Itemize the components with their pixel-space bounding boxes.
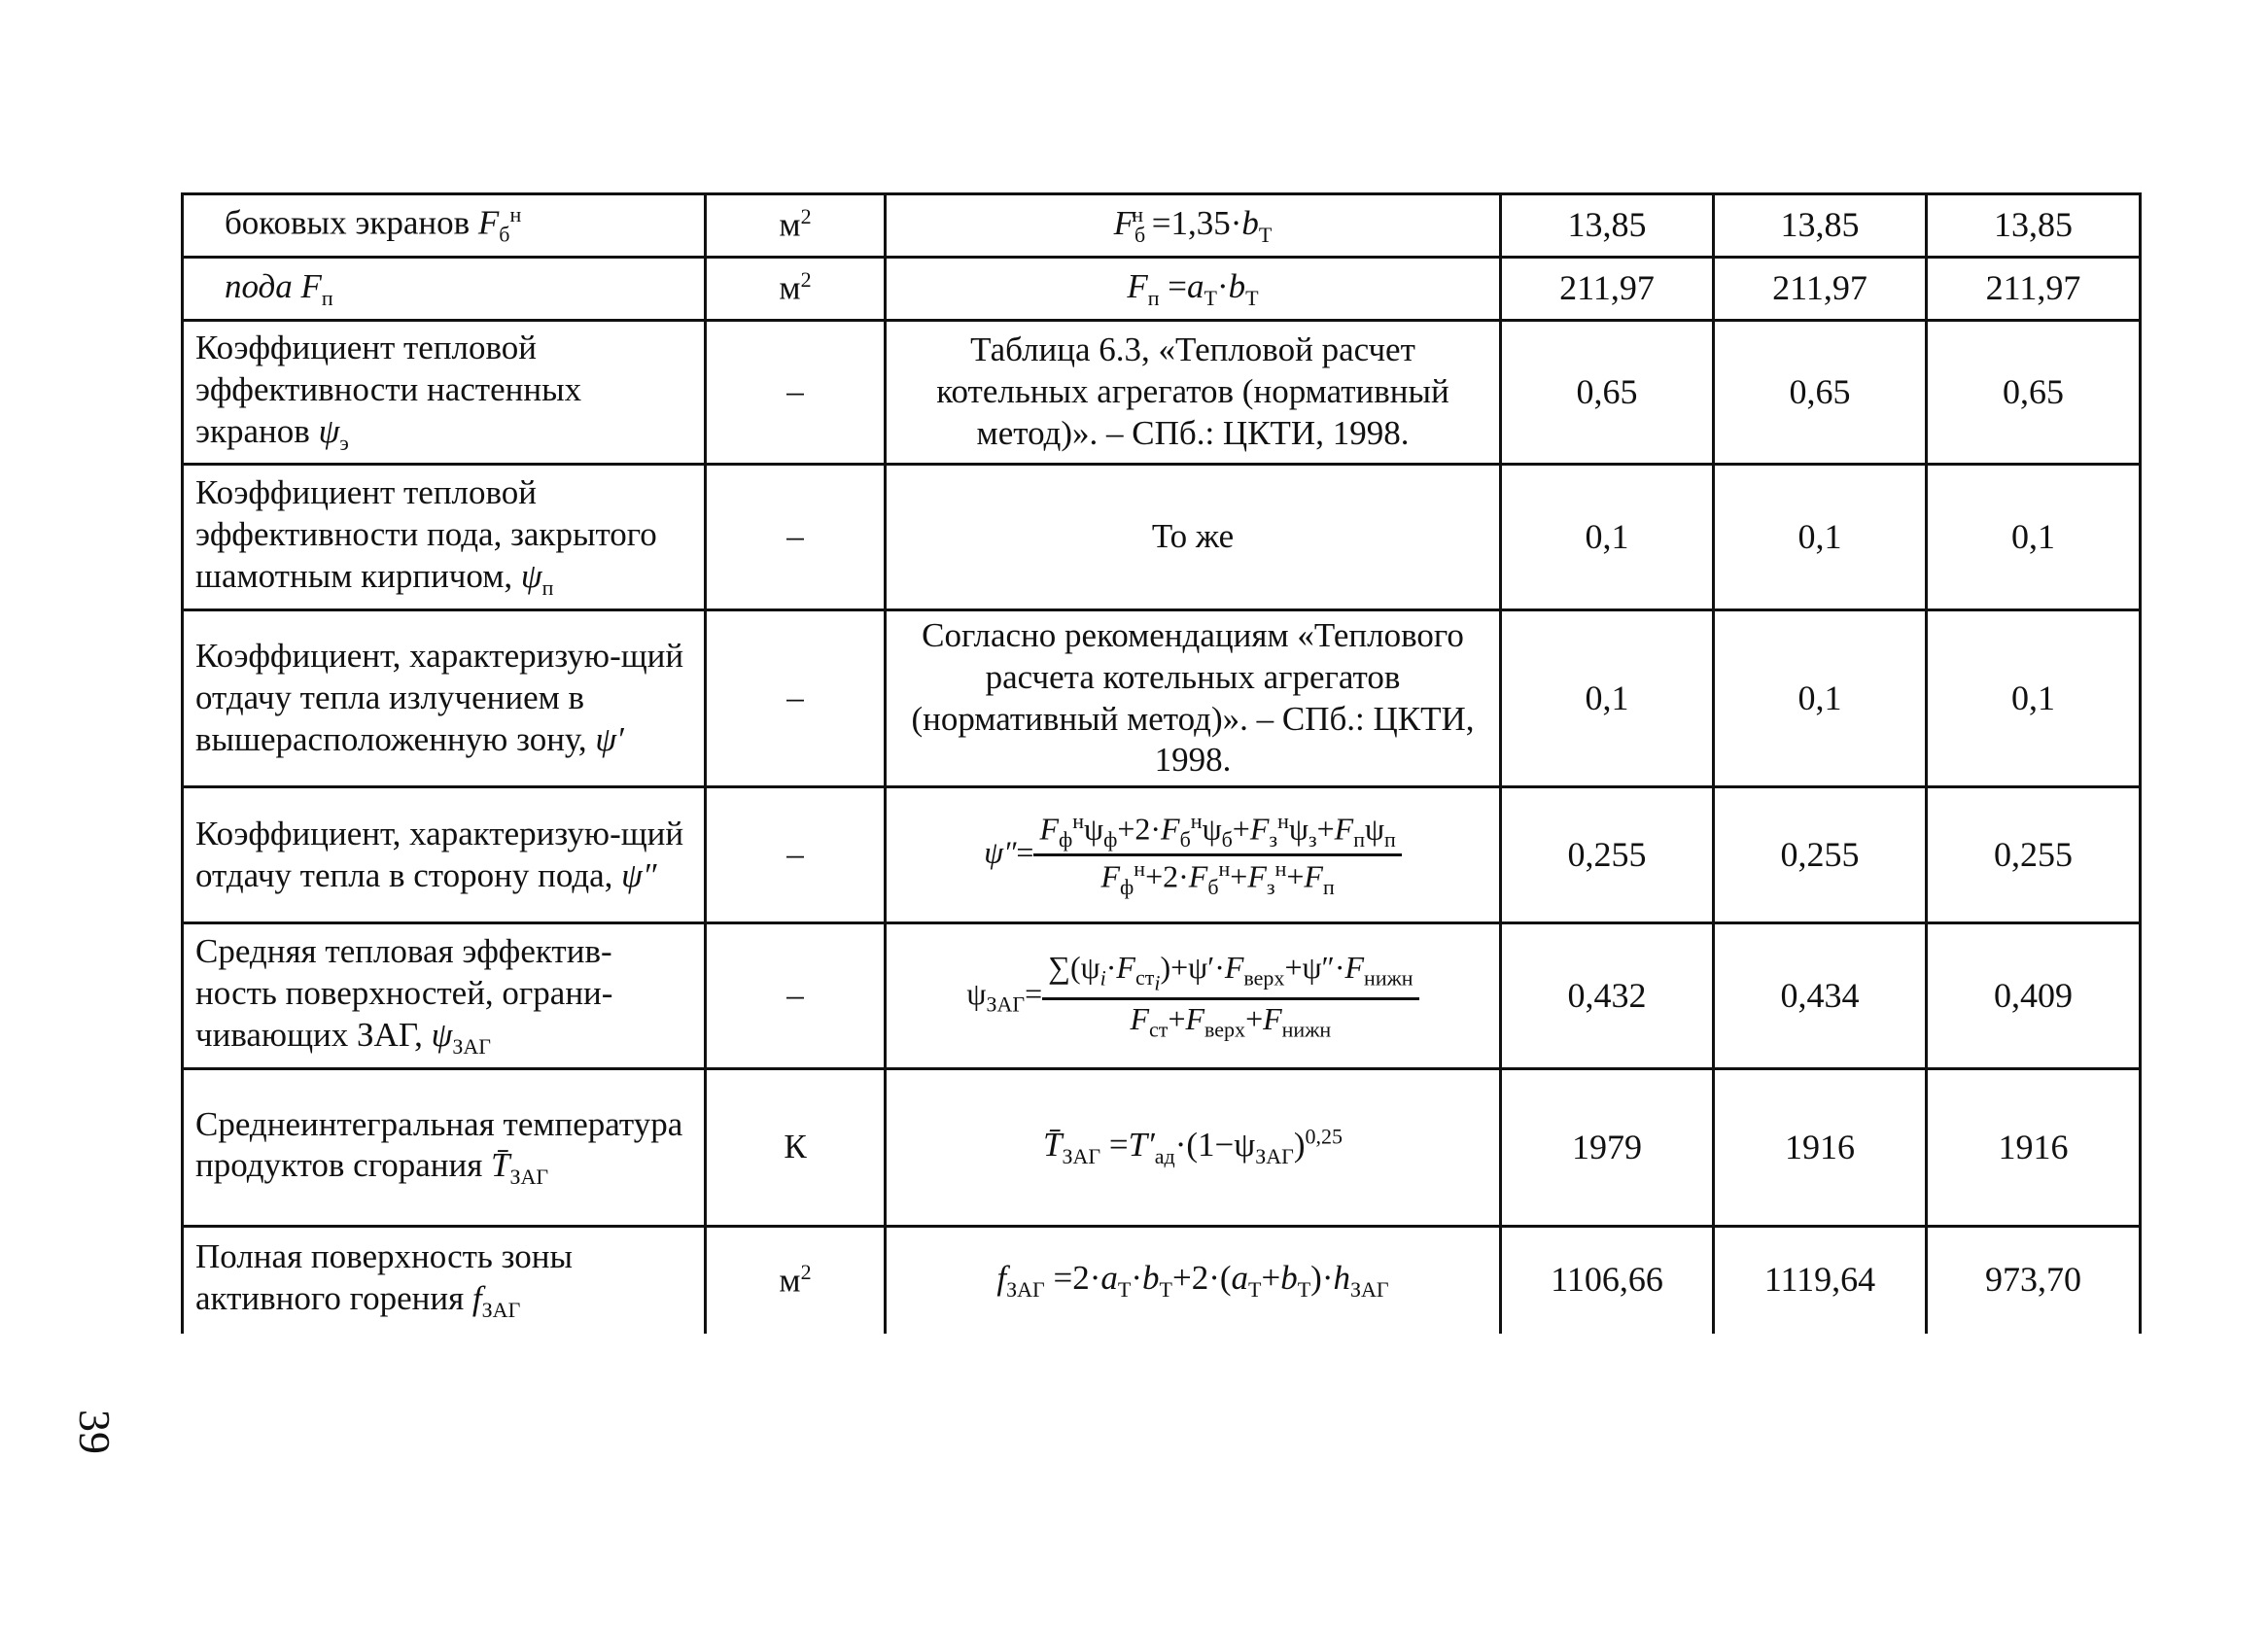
unit-cell: –	[706, 465, 886, 610]
value-cell: 1106,66	[1501, 1227, 1714, 1334]
value-cell: 0,255	[1501, 787, 1714, 923]
value-cell: 1979	[1501, 1069, 1714, 1227]
source-cell: Согласно рекомендациям «Теплового расчета котельных агрегатов (нормативный метод)». – СПб.: ЦКТИ, 1998.	[886, 610, 1501, 787]
formula-cell: $F_б^н =1,35\cdot b_Т$	[886, 194, 1501, 258]
value-cell: 1916	[1927, 1069, 2141, 1227]
value-cell: 13,85	[1714, 194, 1927, 258]
unit-cell: $м^2$	[706, 258, 886, 321]
formula-cell: ψ″= $\frac{F_ф^н\psi_ф+2\cdot F_б^н\psi_б+F_з^н\psi_з+F_п\psi_п}{F_ф^н+2\cdot F_б^н+F_з^н+F_п}$	[886, 787, 1501, 923]
table-row	[183, 321, 2141, 465]
unit-cell: $м^2$	[706, 1227, 886, 1334]
value-cell: 211,97	[1927, 258, 2141, 321]
table-row	[183, 1069, 2141, 1227]
table-row	[183, 1227, 2141, 1334]
value-cell: 211,97	[1501, 258, 1714, 321]
value-cell: 0,409	[1927, 923, 2141, 1069]
parameter-name: пода $F_п$	[183, 258, 706, 321]
value-cell: 0,434	[1714, 923, 1927, 1069]
value-cell: 973,70	[1927, 1227, 2141, 1334]
value-cell: 0,432	[1501, 923, 1714, 1069]
source-cell: То же	[886, 465, 1501, 610]
table-row	[183, 258, 2141, 321]
page-number: 39	[70, 1409, 120, 1454]
source-cell: Таблица 6.3, «Тепловой расчет котельных агрегатов (нормативный метод)». – СПб.: ЦКТИ, 1998.	[886, 321, 1501, 465]
unit-cell: К	[706, 1069, 886, 1227]
value-cell: 0,255	[1714, 787, 1927, 923]
parameter-name: Среднеинтегральная температура продуктов сгорания $T̄_{ЗАГ}$	[183, 1069, 706, 1227]
parameter-name: Коэффициент, характеризую-щий отдачу тепла в сторону пода, ψ″	[183, 787, 706, 923]
parameter-name: боковых экранов $F_б^н$	[183, 194, 706, 258]
value-cell: 0,1	[1927, 610, 2141, 787]
parameters-table	[181, 192, 2142, 1334]
value-cell: 0,1	[1714, 610, 1927, 787]
table-row	[183, 610, 2141, 787]
formula-cell: $f_{ЗАГ} =2\cdot a_Т\cdot b_Т+2\cdot(a_Т+b_Т)\cdot h_{ЗАГ}$	[886, 1227, 1501, 1334]
value-cell: 0,65	[1501, 321, 1714, 465]
parameter-name: Коэффициент тепловой эффективности настенных экранов $\psi_э$	[183, 321, 706, 465]
formula-cell: $\psi_{ЗАГ}=$ $\frac{\sum(\psi_i\cdot F_{ст_i})+\psi'\cdot F_{верх}+\psi''\cdot F_{нижн}}{F_{ст}+F_{верх}+F_{нижн}}$	[886, 923, 1501, 1069]
value-cell: 0,1	[1927, 465, 2141, 610]
unit-cell: –	[706, 787, 886, 923]
value-cell: 0,65	[1714, 321, 1927, 465]
value-cell: 13,85	[1501, 194, 1714, 258]
value-cell: 0,65	[1927, 321, 2141, 465]
value-cell: 1916	[1714, 1069, 1927, 1227]
parameter-name: Полная поверхность зоны активного горения $f_{ЗАГ}$	[183, 1227, 706, 1334]
formula-cell: $T̄_{ЗАГ} =T'_{ад}\cdot(1-\psi_{ЗАГ})^{0,25}$	[886, 1069, 1501, 1227]
parameter-name: Коэффициент, характеризую-щий отдачу тепла излучением в вышерасположенную зону, ψ′	[183, 610, 706, 787]
value-cell: 211,97	[1714, 258, 1927, 321]
parameter-name: Коэффициент тепловой эффективности пода, закрытого шамотным кирпичом, $\psi_п$	[183, 465, 706, 610]
value-cell: 1119,64	[1714, 1227, 1927, 1334]
value-cell: 0,1	[1501, 465, 1714, 610]
table-row	[183, 787, 2141, 923]
formula-cell: $F_п =a_Т\cdot b_Т$	[886, 258, 1501, 321]
unit-cell: $м^2$	[706, 194, 886, 258]
table-row	[183, 194, 2141, 258]
table-row	[183, 923, 2141, 1069]
value-cell: 13,85	[1927, 194, 2141, 258]
unit-cell: –	[706, 321, 886, 465]
parameter-name: Средняя тепловая эффектив-ность поверхностей, ограни-чивающих ЗАГ, $\psi_{ЗАГ}$	[183, 923, 706, 1069]
value-cell: 0,1	[1714, 465, 1927, 610]
unit-cell: –	[706, 923, 886, 1069]
unit-cell: –	[706, 610, 886, 787]
table-row	[183, 465, 2141, 610]
value-cell: 0,1	[1501, 610, 1714, 787]
value-cell: 0,255	[1927, 787, 2141, 923]
